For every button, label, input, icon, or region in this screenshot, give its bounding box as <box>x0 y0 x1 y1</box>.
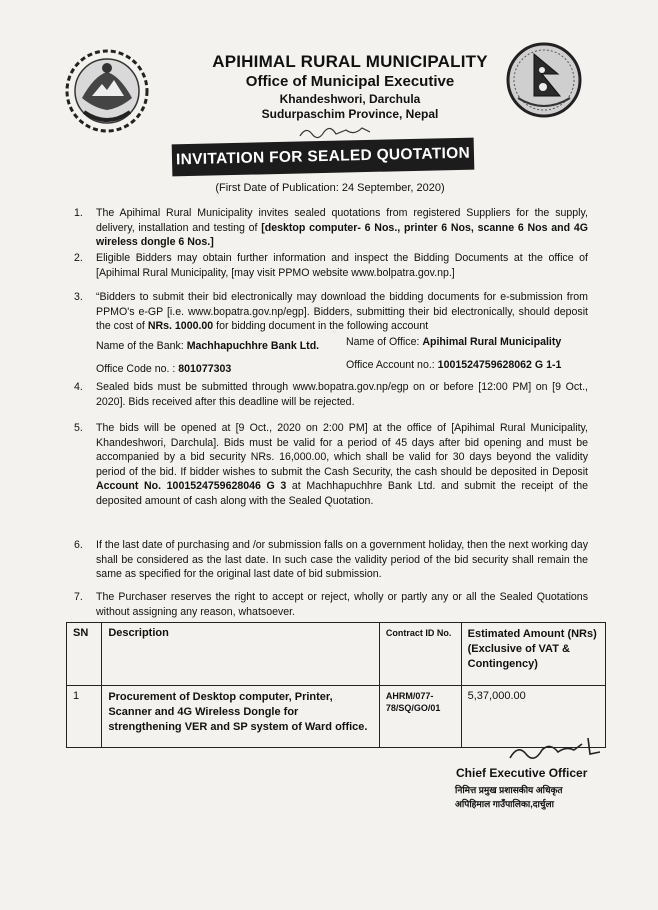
signatory-title: Chief Executive Officer <box>456 766 588 780</box>
office-code-field <box>96 363 231 375</box>
item-bold-text: [desktop computer- 6 Nos., printer 6 Nos, scanne 6 Nos and 4G wireless dongle 6 Nos.] <box>96 221 589 249</box>
office-code-label: Office Code no. : <box>96 363 179 375</box>
notice-item-7 <box>74 590 588 619</box>
item-text-after: at Machhapuchhre Bank Ltd. and submit the receipt of the deposited amount of cash along with the Sealed Quotation. <box>96 480 588 507</box>
office-label: Name of Office: <box>346 336 423 348</box>
item-bold-text: Account No. 1001524759628046 G 3 <box>96 480 287 493</box>
bank-name-field <box>96 340 319 352</box>
row-amount: 5,37,000.00 <box>461 685 605 748</box>
table-header-row <box>67 623 606 686</box>
official-stamp <box>455 783 563 811</box>
item-text: Eligible Bidders may obtain further information and inspect the Bidding Documents at the office of [Apihimal Rural Municipality, [may visit PPMO website www.bolpatra.gov.np.] <box>96 252 588 279</box>
item-text: The bids will be opened at [9 Oct., 2020 on 2:00 PM] at the office of [Apihimal Rural Municipality, Khandeshwori, Darchula]. Bids must be valid for a period of 45 days after bid opening and must be accompanied by a bid security NRs. 16,000.00, which shall be valid for 30 days beyond the validity period of the bid. If bidder wishes to submit the Cash Security, the cash should be deposited in Deposit <box>96 422 588 478</box>
notice-item-6 <box>74 538 588 582</box>
item-text-after: for bidding document in the following account <box>213 320 429 333</box>
header-description: Description <box>102 623 380 686</box>
nepal-emblem-icon <box>64 48 150 134</box>
header-estimated-amount: Estimated Amount (NRs) (Exclusive of VAT & Contingency) <box>461 623 605 686</box>
account-no: 1001524759628062 G 1-1 <box>437 359 562 371</box>
item-bold-text: NRs. 1000.00 <box>147 320 214 333</box>
item-number: 6. <box>74 539 83 551</box>
stamp-line-2: अपिहिमाल गाउँपालिका,दार्चुला <box>455 799 554 809</box>
office-name-field <box>346 336 561 348</box>
notice-title-banner: INVITATION FOR SEALED QUOTATION <box>172 138 475 177</box>
notice-item-5 <box>74 421 588 509</box>
item-number: 7. <box>74 591 83 603</box>
item-number: 1. <box>74 207 83 219</box>
notice-item-4 <box>74 380 588 409</box>
account-no-field <box>346 359 561 371</box>
notice-item-3 <box>74 290 588 334</box>
bank-name: Machhapuchhre Bank Ltd. <box>186 340 320 352</box>
stamp-line-1: निमित्त प्रमुख प्रशासकीय अधिकृत <box>455 785 563 795</box>
row-description: Procurement of Desktop computer, Printer, Scanner and 4G Wireless Dongle for strengthening VER and SP system of Ward office. <box>102 685 380 748</box>
handwritten-signature-top <box>296 122 376 142</box>
item-text: If the last date of purchasing and /or submission falls on a government holiday, then the next working day shall be considered as the last date. In such case the validity period of the bid security shall remain the same as specified for the original last date of bid submission. <box>96 539 588 581</box>
notice-item-1 <box>74 206 589 250</box>
item-text: “Bidders to submit their bid electronically may download the bidding documents for e-submission from PPMO's e-GP [i.e. www.bopatra.gov.np/egp]. Bidders, submitting their bid electronically, should deposit the cost of <box>96 291 588 333</box>
header-contract-id: Contract ID No. <box>379 623 461 686</box>
item-text: The Purchaser reserves the right to accept or reject, wholly or partly any or all the Sealed Quotations without assigning any reason, whatsoever. <box>96 591 588 618</box>
quotation-table <box>66 622 606 748</box>
header-sn: SN <box>67 623 102 686</box>
bank-label: Name of the Bank: <box>96 340 187 352</box>
office-name: Office of Municipal Executive <box>245 73 455 90</box>
office-province: Sudurpaschim Province, Nepal <box>261 107 439 121</box>
account-label: Office Account no.: <box>346 359 438 371</box>
municipality-name: APIHIMAL RURAL MUNICIPALITY <box>212 52 488 71</box>
row-contract-id: AHRM/077-78/SQ/GO/01 <box>379 685 461 748</box>
notice-item-2 <box>74 251 588 280</box>
office-name-value: Apihimal Rural Municipality <box>422 336 562 348</box>
publication-date: (First Date of Publication: 24 September, 2020) <box>215 182 445 194</box>
item-text: Sealed bids must be submitted through www.bopatra.gov.np/egp on or before [12:00 PM] on [9 Oct., 2020]. Bids received after this deadline will be rejected. <box>96 381 588 408</box>
item-text: The Apihimal Rural Municipality invites sealed quotations from registered Suppliers for the supply, delivery, installation and testing of <box>96 207 588 234</box>
item-number: 4. <box>74 381 83 393</box>
item-number: 2. <box>74 252 83 264</box>
item-number: 5. <box>74 422 83 434</box>
item-number: 3. <box>74 291 83 303</box>
office-code: 801077303 <box>178 363 232 375</box>
handwritten-signature-bottom <box>500 732 610 766</box>
row-sn: 1 <box>67 685 102 748</box>
office-location: Khandeshwori, Darchula <box>279 92 421 106</box>
